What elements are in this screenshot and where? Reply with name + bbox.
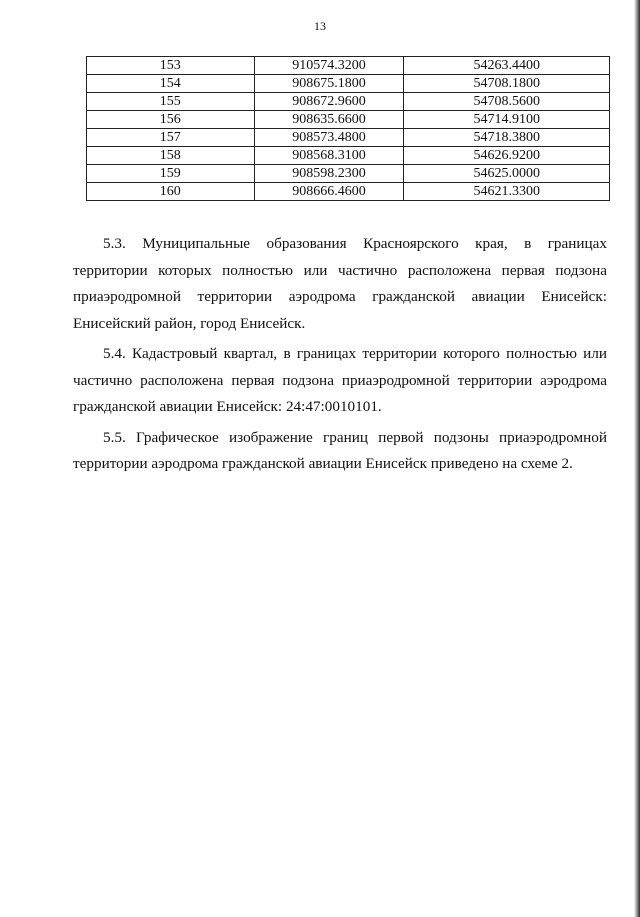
coordinate-x: 908635.6600 <box>254 111 404 129</box>
paragraph-5-5: 5.5. Графическое изображение границ первой подзоны приаэродромной территории аэродрома гражданской авиации Енисейск приведено на схеме 2. <box>73 428 607 472</box>
coordinate-y: 54708.5600 <box>404 93 610 111</box>
coordinate-y: 54708.1800 <box>404 75 610 93</box>
table-row <box>87 57 610 75</box>
point-number: 154 <box>87 75 255 93</box>
point-number: 156 <box>87 111 255 129</box>
point-number: 158 <box>87 147 255 165</box>
table-row <box>87 129 610 147</box>
paragraph-5-4: 5.4. Кадастровый квартал, в границах территории которого полностью или частично расположена первая подзона приаэродромной территории аэродрома гражданской авиации Енисейск: 24:47:0010101. <box>73 345 607 415</box>
point-number: 160 <box>87 183 255 201</box>
coordinate-y: 54625.0000 <box>404 165 610 183</box>
coordinate-x: 908672.9600 <box>254 93 404 111</box>
coordinate-y: 54718.3800 <box>404 129 610 147</box>
body-text <box>73 231 607 482</box>
coordinate-y: 54714.9100 <box>404 111 610 129</box>
table-row <box>87 75 610 93</box>
table-row <box>87 183 610 201</box>
page-number: 13 <box>314 19 326 33</box>
table-row <box>87 93 610 111</box>
coordinate-x: 908675.1800 <box>254 75 404 93</box>
coordinate-y: 54621.3300 <box>404 183 610 201</box>
table-row <box>87 111 610 129</box>
coordinate-x: 908598.2300 <box>254 165 404 183</box>
coordinate-x: 908666.4600 <box>254 183 404 201</box>
coordinate-y: 54626.9200 <box>404 147 610 165</box>
point-number: 159 <box>87 165 255 183</box>
coordinate-y: 54263.4400 <box>404 57 610 75</box>
table-row <box>87 147 610 165</box>
point-number: 153 <box>87 57 255 75</box>
table-row <box>87 165 610 183</box>
coordinates-table <box>86 56 610 201</box>
point-number: 155 <box>87 93 255 111</box>
coordinate-x: 910574.3200 <box>254 57 404 75</box>
scan-edge-shadow <box>634 0 640 917</box>
coordinate-x: 908573.4800 <box>254 129 404 147</box>
point-number: 157 <box>87 129 255 147</box>
coordinate-x: 908568.3100 <box>254 147 404 165</box>
paragraph-5-3: 5.3. Муниципальные образования Красноярского края, в границах территории которых полностью или частично расположена первая подзона приаэродромной территории аэродрома гражданской авиации Енисейск: Енисейский район, город Енисейск. <box>73 235 607 332</box>
